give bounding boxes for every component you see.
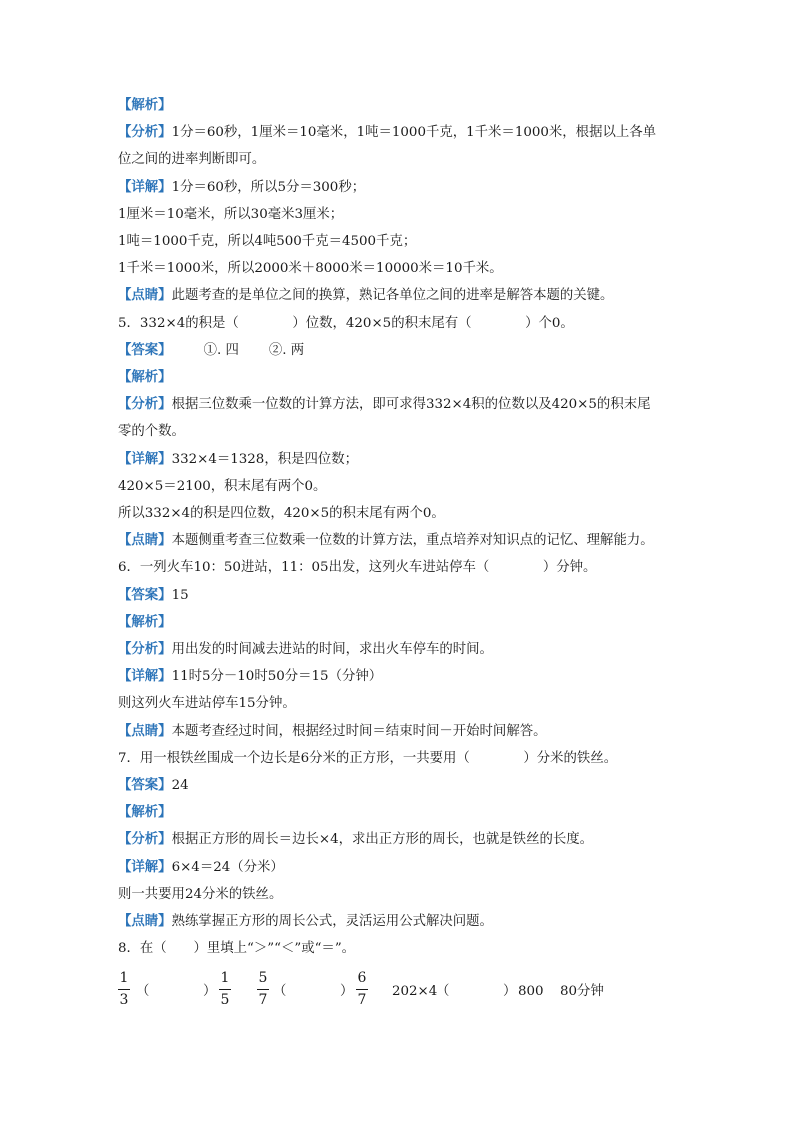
comment-text: 本题考查经过时间，根据经过时间＝结束时间－开始时间解答。 [171,723,547,739]
detail-line [118,446,688,473]
answer-line [118,337,688,364]
detail-line [118,663,688,690]
question-5: 5．332×4的积是（ ）位数，420×5的积末尾有（ ）个0。 [118,315,574,331]
fraction-denominator: 3 [119,991,129,1008]
answer-text: ①. 四 [203,342,239,358]
detail-line [118,174,688,201]
analysis-line [118,119,688,146]
analysis-text-cont: 位之间的进率判断即可。 [118,152,266,168]
answer-tag: 【答案】 [118,586,172,603]
detail-text: 332×4＝1328，积是四位数； [171,451,359,467]
answer-line [118,582,688,609]
detail-text: 11时5分－10时50分＝15（分钟） [171,669,383,685]
fraction-numerator: 5 [258,969,268,986]
detail-tag: 【详解】 [118,178,172,195]
fraction-denominator: 7 [357,991,367,1008]
analysis-heading: 【解析】 [118,369,172,386]
fraction-one-fifth [219,969,231,1010]
analysis-text: 根据三位数乘一位数的计算方法，即可求得332×4积的位数以及420×5的积末尾 [171,397,651,413]
analysis-text: 根据正方形的周长＝边长×4，求出正方形的周长，也就是铁丝的长度。 [171,832,594,848]
comment-line [118,282,688,309]
fraction-numerator: 6 [357,969,367,986]
detail-text: 6×4＝24（分米） [171,859,284,875]
question-7: 7．用一根铁丝围成一个边长是6分米的正方形，一共要用（ ）分米的铁丝。 [118,750,618,766]
detail-tag: 【详解】 [118,858,172,875]
analysis-text: 1分＝60秒，1厘米＝10毫米，1吨＝1000千克，1千米＝1000米，根据以上各单 [171,125,657,141]
comment-tag: 【点睛】 [118,913,172,930]
comment-tag: 【点睛】 [118,722,172,739]
analysis-heading: 【解析】 [118,97,172,113]
answer-text: 24 [171,778,189,794]
fraction-one-third [118,969,130,1010]
detail-text: 1千米＝1000米，所以2000米＋8000米＝10000米＝10千米。 [118,261,503,277]
fraction-numerator: 1 [220,969,230,986]
fraction-five-sevenths [257,969,269,1010]
document-page [118,92,688,1025]
analysis-tag: 【分析】 [118,124,172,141]
analysis-heading: 【解析】 [118,804,172,821]
answer-line [118,772,688,799]
analysis-tag: 【分析】 [118,396,172,413]
comment-line [118,527,688,554]
detail-text: 1厘米＝10毫米，所以30毫米3厘米； [118,206,344,222]
analysis-text: 用出发的时间减去进站的时间，求出火车停车的时间。 [171,642,493,658]
comment-line [118,908,688,935]
comment-text: 熟练掌握正方形的周长公式，灵活运用公式解决问题。 [171,914,493,930]
question-8: 8．在（ ）里填上“＞”“＜”或“＝”。 [118,941,356,957]
answer-text: 15 [171,587,189,603]
fraction-numerator: 1 [119,969,129,986]
blank-2[interactable]: （ ） [273,983,354,999]
fraction-six-sevenths [356,969,368,1010]
analysis-line [118,636,688,663]
detail-text: 则这列火车进站停车15分钟。 [118,696,296,712]
analysis-heading: 【解析】 [118,613,172,630]
detail-text: 420×5＝2100，积末尾有两个0。 [118,478,327,494]
expression-multiply: 202×4 [392,983,438,999]
comment-text: 此题考查的是单位之间的换算，熟记各单位之间的进率是解答本题的关键。 [171,288,614,304]
comment-line [118,718,688,745]
detail-tag: 【详解】 [118,668,172,685]
detail-line [118,854,688,881]
question-6: 6．一列火车10：50进站，11：05出发，这列火车进站停车（ ）分钟。 [118,560,597,576]
blank-1[interactable]: （ ） [136,983,217,999]
comment-text: 本题侧重考查三位数乘一位数的计算方法，重点培养对知识点的记忆、理解能力。 [171,533,654,549]
fraction-denominator: 5 [220,991,230,1008]
fraction-denominator: 7 [258,991,268,1008]
comment-tag: 【点睛】 [118,532,172,549]
detail-text: 则一共要用24分米的铁丝。 [118,886,283,902]
answer-text: ②. 两 [268,342,305,358]
analysis-tag: 【分析】 [118,641,172,658]
detail-text: 1吨＝1000千克，所以4吨500千克＝4500千克； [118,234,417,250]
detail-text: 1分＝60秒，所以5分＝300秒； [171,179,366,195]
answer-tag: 【答案】 [118,777,172,794]
analysis-line [118,826,688,853]
blank-3[interactable]: （ ） [436,983,517,999]
value-800: 800 [518,983,544,999]
analysis-line [118,391,688,418]
expression-minutes: 80分钟 [560,983,604,999]
detail-tag: 【详解】 [118,450,172,467]
analysis-text-cont: 零的个数。 [118,424,185,440]
analysis-tag: 【分析】 [118,831,172,848]
comment-tag: 【点睛】 [118,287,172,304]
comparison-row [118,965,688,1025]
detail-text: 所以332×4的积是四位数，420×5的积末尾有两个0。 [118,506,445,522]
answer-tag: 【答案】 [118,341,172,358]
